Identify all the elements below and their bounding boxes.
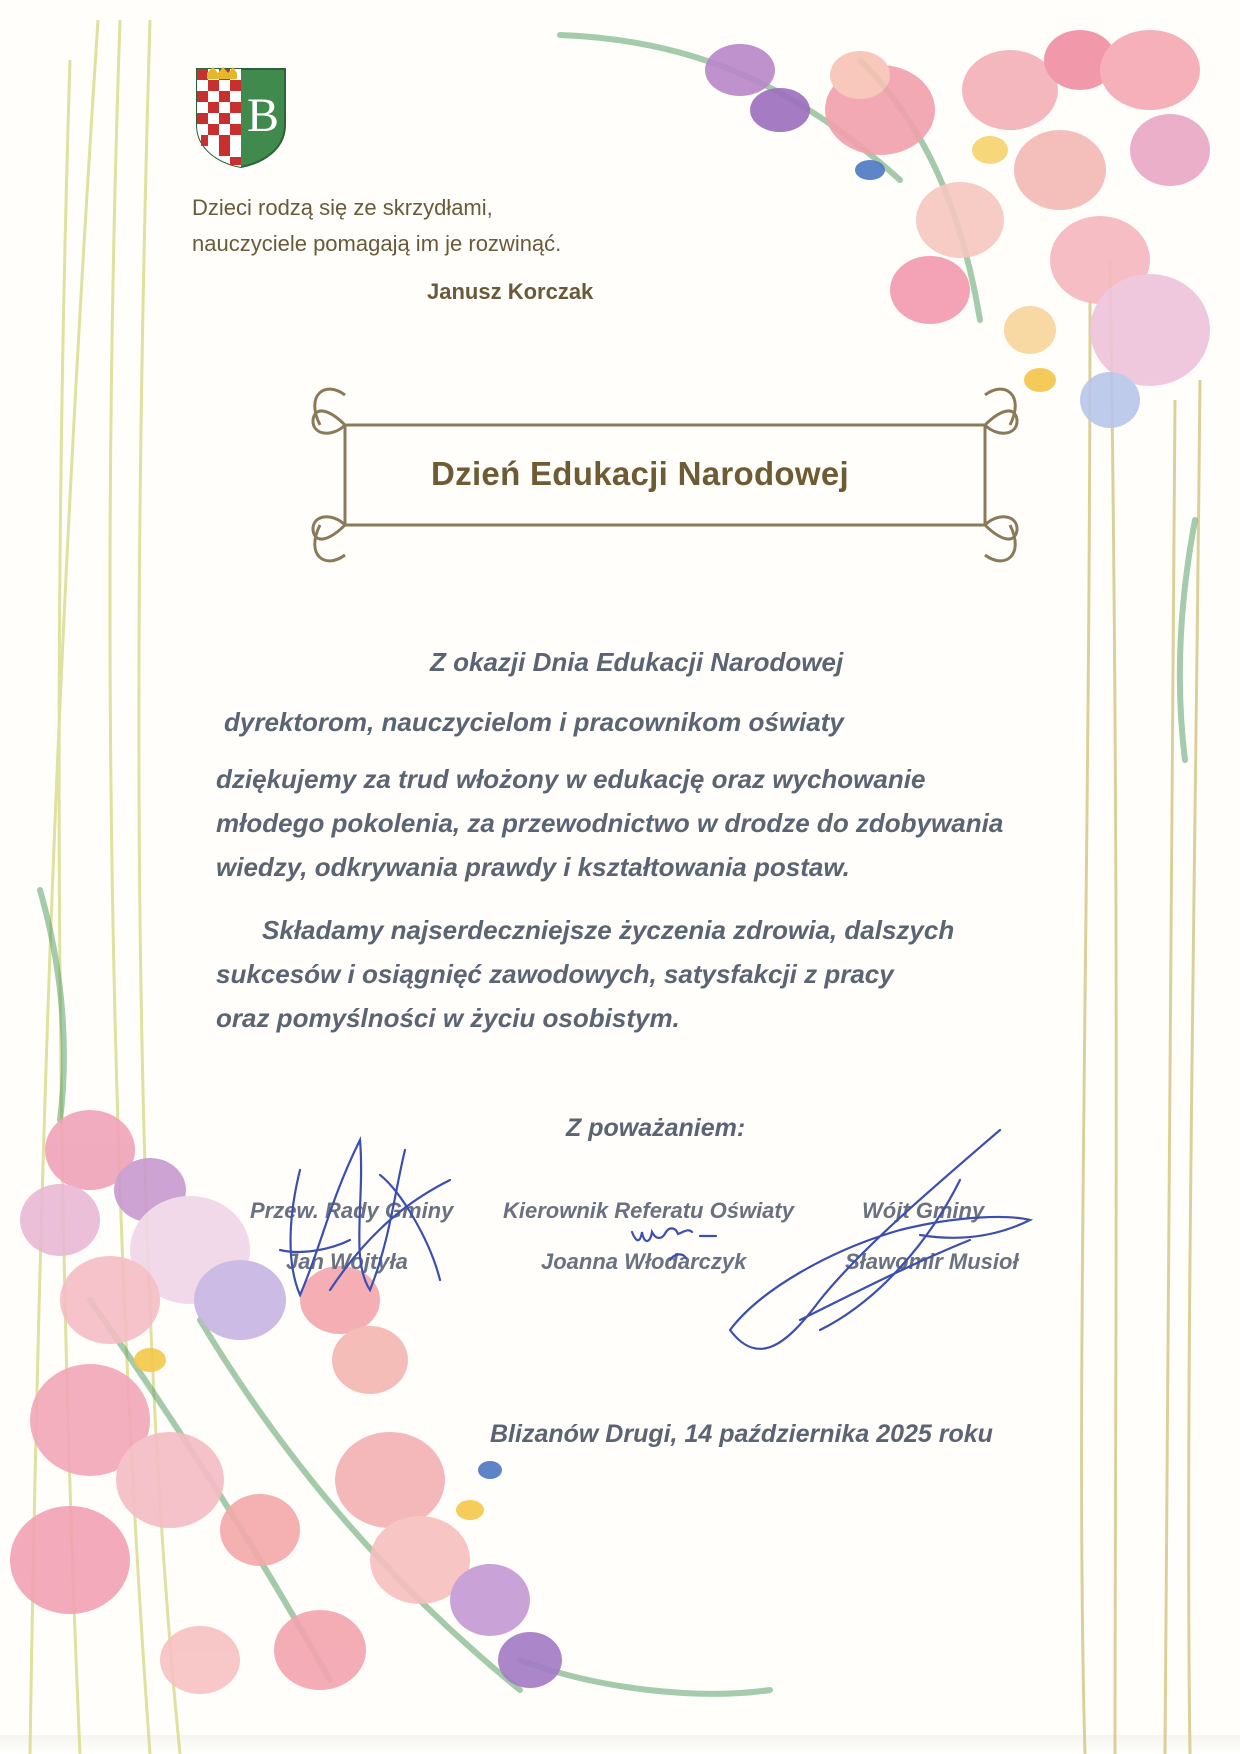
- quote-line: nauczyciele pomagają im je rozwinąć.: [192, 231, 562, 256]
- page-title: Dzień Edukacji Narodowej: [431, 455, 849, 492]
- signatory-role-mayor: Wójt Gminy: [862, 1198, 985, 1223]
- wishes-line: oraz pomyślności w życiu osobistym.: [216, 1003, 680, 1033]
- signatory-name-mayor: Sławomir Musioł: [845, 1249, 1019, 1274]
- quote-line: Dzieci rodzą się ze skrzydłami,: [192, 195, 493, 220]
- place-date: Blizanów Drugi, 14 października 2025 roku: [490, 1420, 993, 1448]
- wishes-paragraph: [216, 908, 954, 1040]
- signatory-role-council: Przew. Rady Gminy: [250, 1198, 454, 1223]
- signatory-name-education: Joanna Włodarczyk: [541, 1249, 747, 1274]
- wishes-line: Składamy najserdeczniejsze życzenia zdrowia, dalszych: [262, 915, 955, 945]
- korczak-quote: [192, 190, 732, 262]
- municipal-crest: [193, 63, 289, 169]
- occasion-line: Z okazji Dnia Edukacji Narodowej: [430, 647, 844, 677]
- signatory-role-education: Kierownik Referatu Oświaty: [503, 1198, 794, 1223]
- thanks-line: wiedzy, odkrywania prawdy i kształtowania postaw.: [216, 852, 850, 882]
- crest-letter: B: [246, 89, 280, 142]
- signatory-name-council: Jan Wojtyła: [286, 1249, 408, 1274]
- thanks-line: młodego pokolenia, za przewodnictwo w drodze do zdobywania: [216, 808, 1004, 838]
- closing-line: Z poważaniem:: [566, 1114, 746, 1142]
- thanks-paragraph: [216, 757, 1003, 889]
- wishes-line: sukcesów i osiągnięć zawodowych, satysfakcji z pracy: [216, 959, 894, 989]
- quote-author: Janusz Korczak: [427, 279, 594, 304]
- recipients-line: dyrektorom, nauczycielom i pracownikom oświaty: [224, 707, 844, 737]
- thanks-line: dziękujemy za trud włożony w edukację oraz wychowanie: [216, 764, 926, 794]
